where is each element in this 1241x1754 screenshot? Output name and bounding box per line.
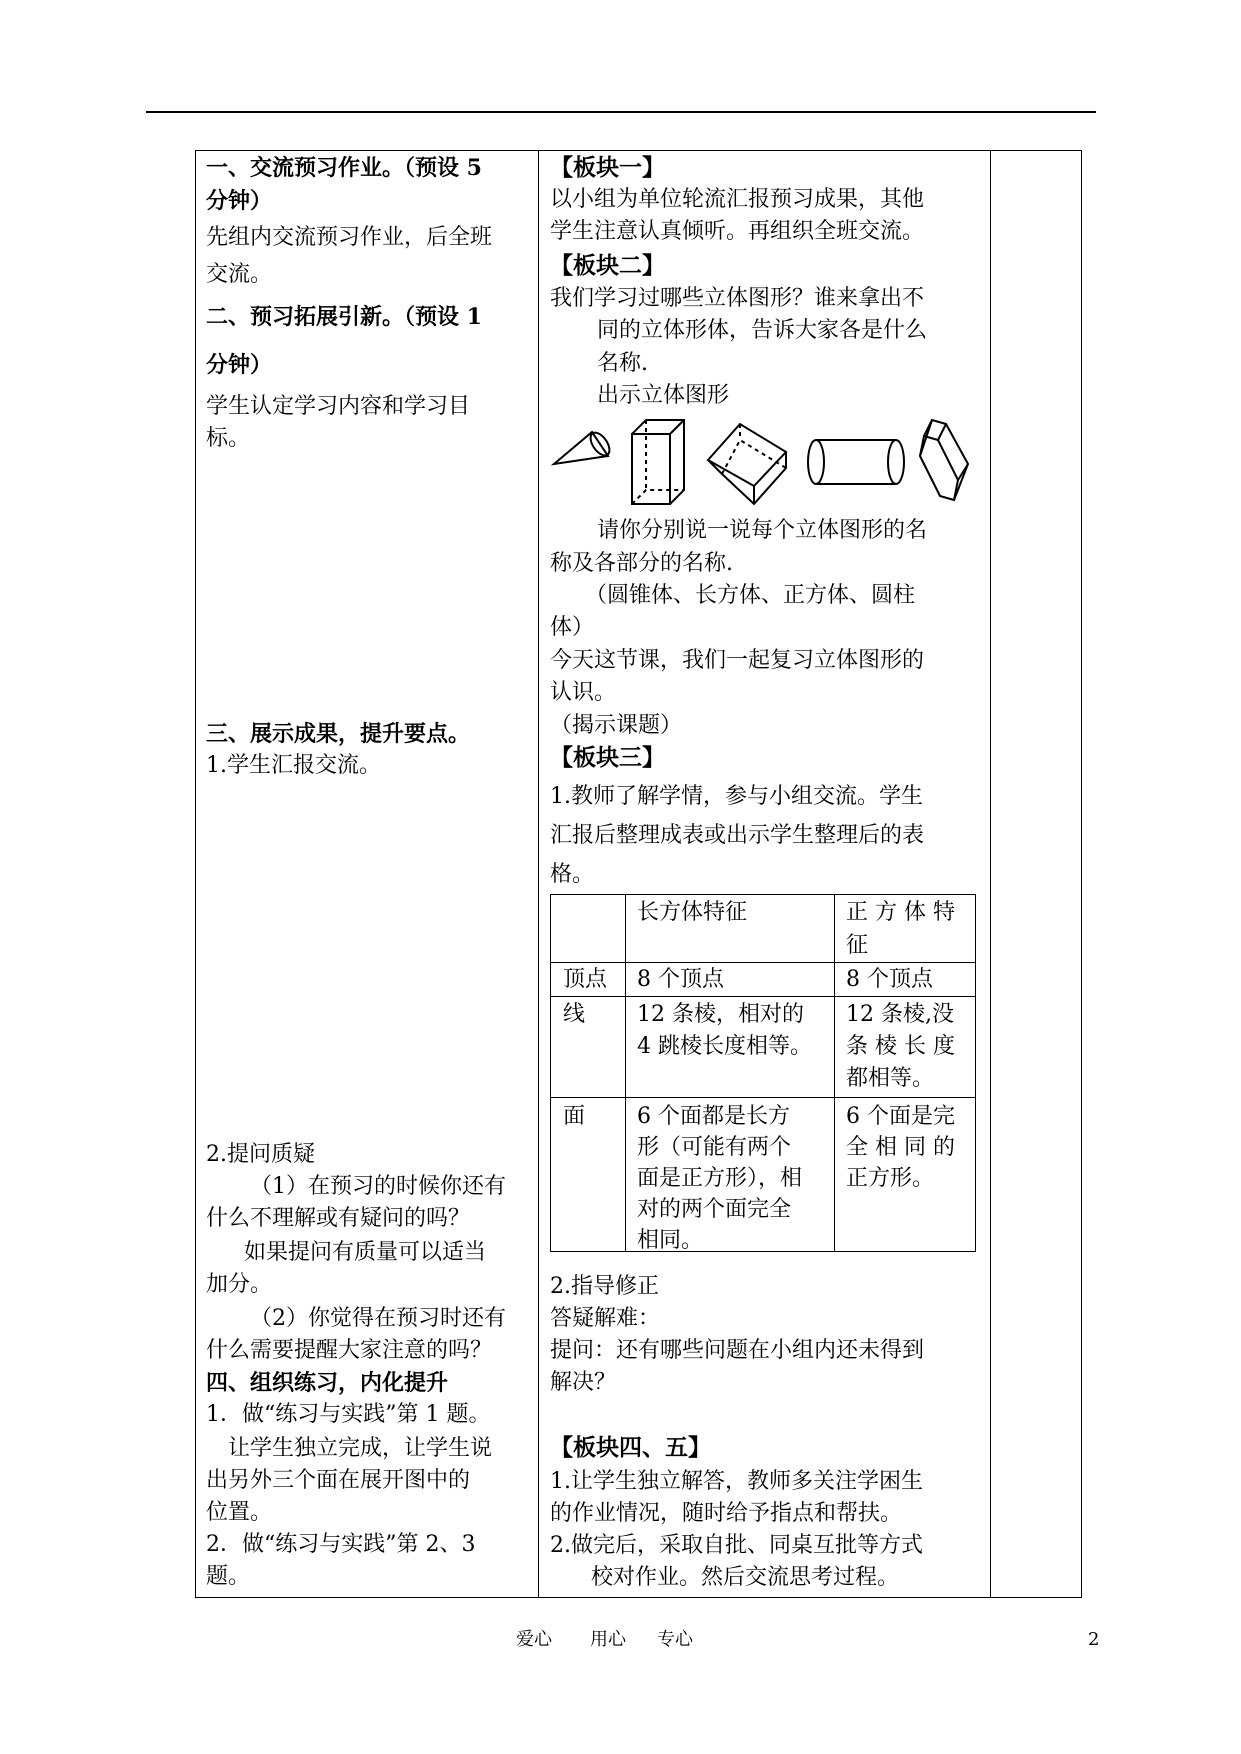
table-cell-vertex-cube: 8 个顶点 <box>846 967 933 992</box>
table-header-cuboid: 长方体特征 <box>637 900 748 925</box>
block2-show-shapes: 出示立体图形 <box>597 383 730 408</box>
section2-body: 学生认定学习内容和学习目 <box>206 394 471 419</box>
block3-body: 1.教师了解学情，参与小组交流。学生 <box>550 784 923 809</box>
section4-body-cont2: 位置。 <box>206 1500 273 1525</box>
section2-body-cont: 标。 <box>206 426 251 451</box>
block45-item2: 2.做完后，采取自批、同桌互批等方式 <box>550 1533 923 1558</box>
feature-table-row-line <box>550 1097 976 1098</box>
block45-item1-cont: 的作业情况，随时给予指点和帮扶。 <box>550 1501 903 1526</box>
table-header-cube-cont: 征 <box>846 933 869 958</box>
block2-answer: （圆锥体、长方体、正方体、圆柱 <box>585 583 916 608</box>
table-cell-face-cuboid-cont2: 面是正方形），相 <box>637 1166 803 1191</box>
block2-question: 我们学习过哪些立体图形？谁来拿出不 <box>550 286 925 311</box>
solid-shapes-figure <box>550 414 976 506</box>
section3-item2: 2.提问质疑 <box>206 1142 315 1167</box>
block3-heading: 【板块三】 <box>550 744 665 771</box>
prism-shape <box>920 420 968 500</box>
section3-title: 三、展示成果，提升要点。 <box>206 721 471 747</box>
table-cell-edge-cube-cont2: 都相等。 <box>846 1066 935 1091</box>
footer-motto-2: 用心 <box>590 1629 626 1650</box>
cone-shape <box>554 429 613 464</box>
cube-shape <box>708 424 786 504</box>
table-cell-edge-cube-cont: 条 棱 长 度 <box>846 1034 955 1059</box>
column-divider-1 <box>538 150 539 1598</box>
block45-item1: 1.让学生独立解答，教师多关注学困生 <box>550 1469 923 1494</box>
table-cell-edge-cube: 12 条棱,没 <box>846 1002 954 1027</box>
section1-title-cont: 分钟） <box>206 188 273 214</box>
section4-title: 四、组织练习，内化提升 <box>206 1370 449 1396</box>
block2-answer-cont: 体） <box>550 615 595 640</box>
block2-question-cont2: 名称. <box>597 351 648 376</box>
block3-answer: 答疑解难： <box>550 1306 661 1331</box>
block45-item2-cont: 校对作业。然后交流思考过程。 <box>591 1565 900 1590</box>
section1-title: 一、交流预习作业。（预设 5 <box>206 155 482 181</box>
section1-body-cont: 交流。 <box>206 262 273 287</box>
table-cell-face-cube-cont2: 正方形。 <box>846 1166 935 1191</box>
block2-today: 今天这节课，我们一起复习立体图形的 <box>550 648 925 673</box>
block3-ask-cont: 解决？ <box>550 1370 617 1395</box>
section4-item2-cont: 题。 <box>206 1564 251 1589</box>
page-number: 2 <box>1088 1629 1100 1650</box>
header-rule <box>146 111 1096 113</box>
block3-ask: 提问：还有哪些问题在小组内还未得到 <box>550 1338 925 1363</box>
footer-motto-1: 爱心 <box>516 1629 552 1650</box>
section4-item2: 2．做“练习与实践”第 2、3 <box>206 1532 476 1557</box>
feature-table-col-line <box>834 894 835 1252</box>
table-row-vertex-label: 顶点 <box>563 967 608 992</box>
section4-body: 让学生独立完成，让学生说 <box>228 1436 493 1461</box>
section2-title: 二、预习拓展引新。（预设 1 <box>206 304 482 330</box>
section3-question2: （2）你觉得在预习时还有 <box>250 1306 506 1331</box>
block3-guide: 2.指导修正 <box>550 1274 659 1299</box>
table-header-cube: 正 方 体 特 <box>846 900 955 925</box>
block2-reveal-topic: （揭示课题） <box>550 713 683 738</box>
block2-ask-cont: 称及各部分的名称. <box>550 551 733 576</box>
section3-note: 如果提问有质量可以适当 <box>244 1240 487 1265</box>
table-cell-face-cube-cont: 全 相 同 的 <box>846 1135 955 1160</box>
feature-table-col-line <box>625 894 626 1252</box>
block3-body-cont: 汇报后整理成表或出示学生整理后的表 <box>550 823 925 848</box>
block2-heading: 【板块二】 <box>550 252 665 279</box>
table-cell-face-cuboid-cont4: 相同。 <box>637 1228 704 1253</box>
table-cell-face-cuboid-cont: 形（可能有两个 <box>637 1135 792 1160</box>
block2-question-cont: 同的立体形体，告诉大家各是什么 <box>597 318 928 343</box>
cylinder-shape <box>808 440 904 484</box>
footer-motto-3: 专心 <box>657 1629 693 1650</box>
table-cell-face-cuboid-cont3: 对的两个面完全 <box>637 1197 792 1222</box>
feature-table-row-line <box>550 996 976 997</box>
table-cell-edge-cuboid-cont: 4 跳棱长度相等。 <box>637 1034 812 1059</box>
column-divider-2 <box>990 150 991 1598</box>
block1-body: 以小组为单位轮流汇报预习成果，其他 <box>550 187 925 212</box>
block1-body-cont: 学生注意认真倾听。再组织全班交流。 <box>550 219 925 244</box>
section2-title-cont: 分钟） <box>206 352 273 378</box>
section3-item1: 1.学生汇报交流。 <box>206 753 381 778</box>
section4-item1: 1．做“练习与实践”第 1 题。 <box>206 1402 491 1427</box>
table-cell-edge-cuboid: 12 条棱，相对的 <box>637 1002 804 1027</box>
section3-question1-cont: 什么不理解或有疑问的吗？ <box>206 1206 471 1231</box>
section3-note-cont: 加分。 <box>206 1272 273 1297</box>
block2-ask: 请你分别说一说每个立体图形的名 <box>597 518 928 543</box>
table-cell-face-cuboid: 6 个面都是长方 <box>637 1104 790 1129</box>
table-row-edge-label: 线 <box>563 1002 586 1027</box>
block2-today-cont: 认识。 <box>550 680 617 705</box>
cuboid-shape <box>632 420 684 504</box>
feature-table-row-line <box>550 962 976 963</box>
section3-question2-cont: 什么需要提醒大家注意的吗？ <box>206 1338 493 1363</box>
section1-body: 先组内交流预习作业，后全班 <box>206 225 493 250</box>
section4-body-cont: 出另外三个面在展开图中的 <box>206 1468 471 1493</box>
table-cell-vertex-cuboid: 8 个顶点 <box>637 967 724 992</box>
block3-body-cont2: 格。 <box>550 862 595 887</box>
block45-heading: 【板块四、五】 <box>550 1434 711 1461</box>
section3-question1: （1）在预习的时候你还有 <box>250 1174 506 1199</box>
block1-heading: 【板块一】 <box>550 154 665 181</box>
table-cell-face-cube: 6 个面是完 <box>846 1104 955 1129</box>
table-row-face-label: 面 <box>563 1104 586 1129</box>
